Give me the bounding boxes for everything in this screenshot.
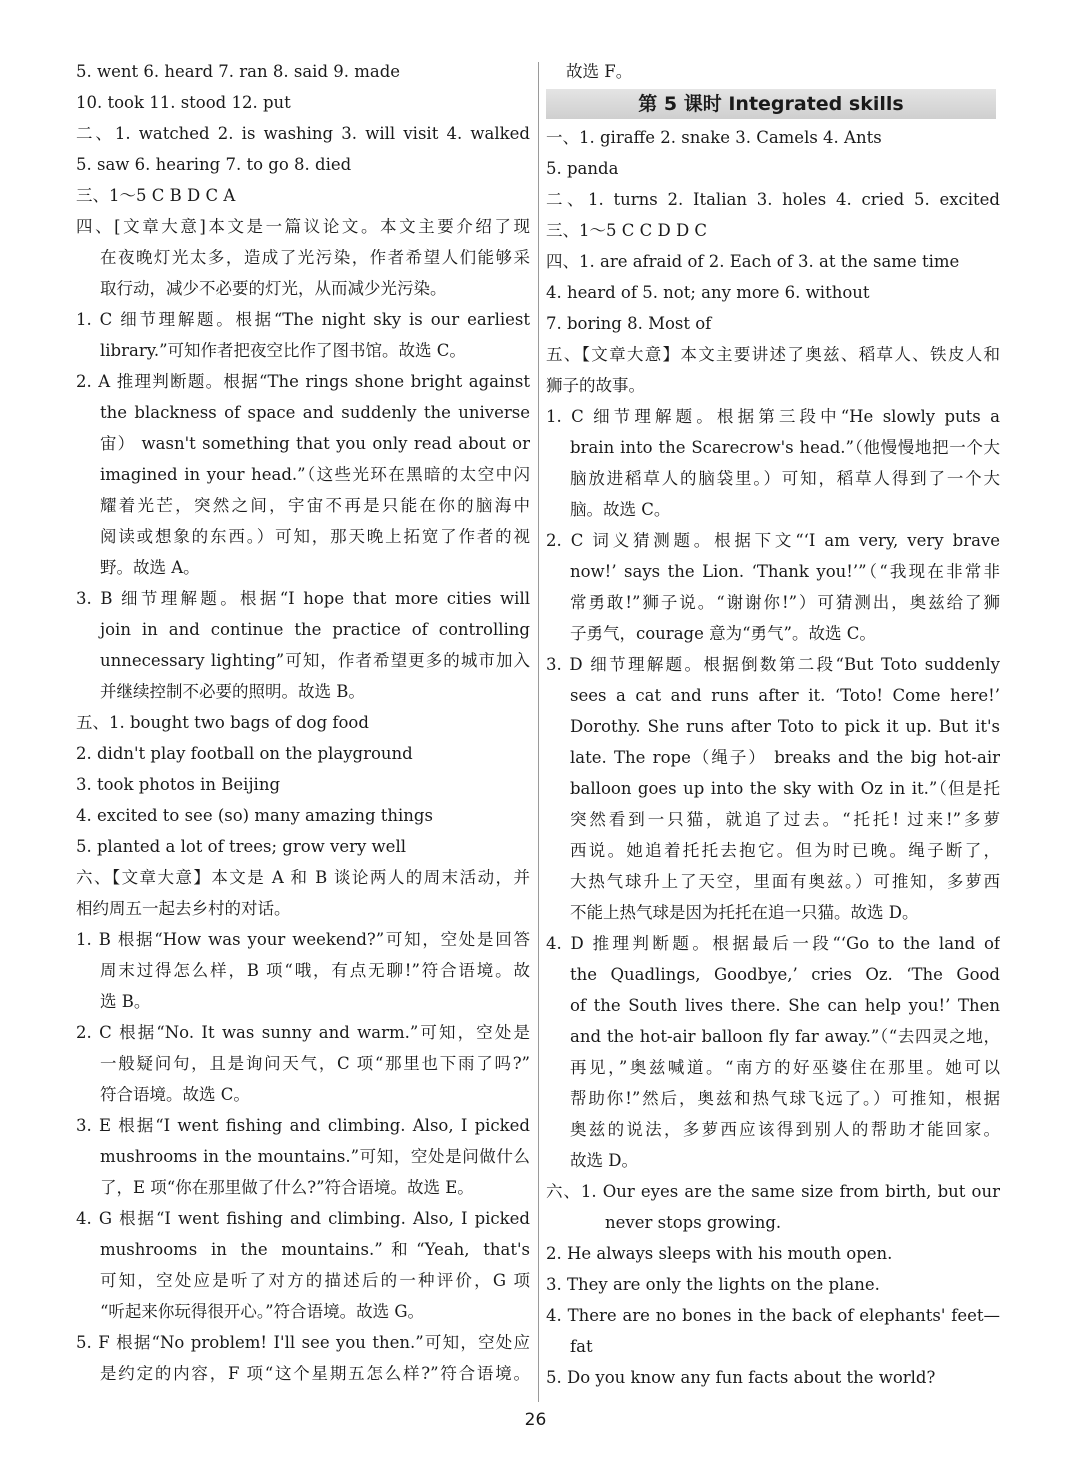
- text-line: 故选 D。: [570, 1151, 638, 1170]
- text-line: “听起来你玩得很开心。”符合语境。故选 G。: [100, 1302, 425, 1321]
- text-line: 帮助你!”然后，奥兹和热气球飞远了。）可推知，根据: [570, 1089, 1000, 1108]
- text-line: 周末过得怎么样，B 项“哦，有点无聊!”符合语境。故: [100, 961, 530, 980]
- column-divider: [538, 62, 539, 1402]
- text-line: 可知，空处应是听了对方的描述后的一种评价，G 项: [100, 1271, 530, 1290]
- text-line: 耀着光芒，突然之间，宇宙不再是只能在你的脑海中: [100, 496, 530, 515]
- text-line: 三、1～5 C C D D C: [546, 221, 708, 240]
- text-line: 4. There are no bones in the back of elephants' feet—: [546, 1306, 1000, 1325]
- text-line: 在夜晚灯光太多，造成了光污染，作者希望人们能够采: [100, 248, 530, 267]
- text-line: brain into the Scarecrow's head.”（他慢慢地把一个大: [570, 438, 1000, 457]
- text-line: 野。故选 A。: [100, 558, 200, 577]
- text-line: and the hot-air balloon fly far away.”（“去四灵之地，: [570, 1027, 1000, 1046]
- text-line: unnecessary lighting”可知，作者希望更多的城市加入: [100, 651, 530, 670]
- text-line: 大热气球升上了天空，里面有奥兹。）可推知，多萝西: [570, 872, 1000, 891]
- text-line: 3. E 根据“I went fishing and climbing. Also, I picked: [76, 1116, 530, 1135]
- text-line: 4. excited to see (so) many amazing things: [76, 806, 433, 825]
- text-line: of the South lives there. She can help you!’ Then: [570, 996, 1000, 1015]
- text-line: 5. panda: [546, 159, 619, 178]
- text-line: 10. took 11. stood 12. put: [76, 93, 291, 112]
- text-line: 4. heard of 5. not; any more 6. without: [546, 283, 870, 302]
- text-line: 五、【文章大意】本文主要讲述了奥兹、稻草人、铁皮人和: [546, 345, 1000, 364]
- text-line: 六、1. Our eyes are the same size from birth, but our: [546, 1182, 1000, 1201]
- text-line: 1. B 根据“How was your weekend?”可知，空处是回答: [76, 930, 530, 949]
- text-line: 脑放进稻草人的脑袋里。）可知，稻草人得到了一个大: [570, 469, 1000, 488]
- text-line: 5. planted a lot of trees; grow very well: [76, 837, 406, 856]
- text-line: 狮子的故事。: [546, 376, 645, 395]
- left-margin-scan-edge: [0, 0, 10, 1478]
- text-line: 2. C 词义猜测题。根据下文“‘I am very, very brave: [546, 531, 1000, 550]
- text-line: 5. saw 6. hearing 7. to go 8. died: [76, 155, 352, 174]
- text-line: 脑。故选 C。: [570, 500, 671, 519]
- text-line: balloon goes up into the sky with Oz in it.”（但是托: [570, 779, 1000, 798]
- right-column: [546, 56, 1000, 1393]
- text-line: 2. C 根据“No. It was sunny and warm.”可知，空处是: [76, 1023, 530, 1042]
- page-number: 26: [524, 1410, 547, 1430]
- text-line: 突然看到一只猫，就追了过去。“托托! 过来!”多萝: [570, 810, 1000, 829]
- text-line: late. The rope（绳子） breaks and the big hot-air: [570, 748, 1000, 767]
- text-line: 3. D 细节理解题。根据倒数第二段“But Toto suddenly: [546, 655, 1000, 674]
- text-line: 四、1. are afraid of 2. Each of 3. at the same time: [546, 252, 960, 271]
- text-line: 故选 F。: [566, 62, 633, 81]
- text-line: 是约定的内容，F 项“这个星期五怎么样?”符合语境。: [100, 1364, 530, 1383]
- text-line: fat: [570, 1337, 593, 1356]
- text-line: 相约周五一起去乡村的对话。: [76, 899, 291, 918]
- text-line: 2. didn't play football on the playground: [76, 744, 413, 763]
- text-line: 5. Do you know any fun facts about the world?: [546, 1368, 936, 1387]
- text-line: 子勇气，courage 意为“勇气”。故选 C。: [570, 624, 876, 643]
- text-line: 3. B 细节理解题。根据“I hope that more cities will: [76, 589, 530, 608]
- text-line: 宙） wasn't something that you only read about or: [100, 434, 530, 453]
- text-line: 四、[文章大意]本文是一篇议论文。本文主要介绍了现: [76, 217, 530, 236]
- text-line: join in and continue the practice of controlling: [100, 620, 530, 639]
- text-line: imagined in your head.”（这些光环在黑暗的太空中闪: [100, 465, 530, 484]
- text-line: 六、【文章大意】本文是 A 和 B 谈论两人的周末活动，并: [76, 868, 530, 887]
- text-line: 一、1. giraffe 2. snake 3. Camels 4. Ants: [546, 128, 882, 147]
- section-heading: 第 5 课时 Integrated skills: [546, 89, 996, 119]
- text-line: 了，E 项“你在那里做了什么?”符合语境。故选 E。: [100, 1178, 474, 1197]
- text-line: 符合语境。故选 C。: [100, 1085, 250, 1104]
- text-line: 并继续控制不必要的照明。故选 B。: [100, 682, 365, 701]
- text-line: 7. boring 8. Most of: [546, 314, 712, 333]
- text-line: 1. C 细节理解题。根据“The night sky is our earliest: [76, 310, 530, 329]
- text-line: 选 B。: [100, 992, 151, 1011]
- text-line: 2. A 推理判断题。根据“The rings shone bright against: [76, 372, 530, 391]
- text-line: 不能上热气球是因为托托在追一只猫。故选 D。: [570, 903, 919, 922]
- text-line: 二、1. turns 2. Italian 3. holes 4. cried 5. excited: [546, 190, 1000, 209]
- text-line: 4. D 推理判断题。根据最后一段“‘Go to the land of: [546, 934, 1000, 953]
- text-line: 5. F 根据“No problem! I'll see you then.”可知，空处应: [76, 1333, 530, 1352]
- text-line: 三、1～5 C B D C A: [76, 186, 236, 205]
- text-line: sees a cat and runs after it. ‘Toto! Come here!’: [570, 686, 1000, 705]
- text-line: the blackness of space and suddenly the universe: [100, 403, 530, 422]
- text-line: the Quadlings, Goodbye,’ cries Oz. ‘The Good: [570, 965, 1000, 984]
- text-line: 再见，”奥兹喊道。“南方的好巫婆住在那里。她可以: [570, 1058, 1000, 1077]
- text-line: 奥兹的说法，多萝西应该得到别人的帮助才能回家。: [570, 1120, 1000, 1139]
- text-line: 常勇敢!”狮子说。“谢谢你!”）可猜测出，奥兹给了狮: [570, 593, 1000, 612]
- text-line: mushrooms in the mountains.”和“Yeah, that's: [100, 1240, 530, 1259]
- text-line: 阅读或想象的东西。）可知，那天晚上拓宽了作者的视: [100, 527, 530, 546]
- text-line: mushrooms in the mountains.”可知，空处是问做什么: [100, 1147, 530, 1166]
- text-line: 1. C 细节理解题。根据第三段中“He slowly puts a: [546, 407, 1000, 426]
- text-line: 西说。她追着托托去抱它。但为时已晚。绳子断了，: [570, 841, 1000, 860]
- text-line: 2. He always sleeps with his mouth open.: [546, 1244, 893, 1263]
- text-line: now!’ says the Lion. ‘Thank you!’”（“我现在非常非: [570, 562, 1000, 581]
- text-line: library.”可知作者把夜空比作了图书馆。故选 C。: [100, 341, 466, 360]
- text-line: 3. took photos in Beijing: [76, 775, 281, 794]
- text-line: 取行动，减少不必要的灯光，从而减少光污染。: [100, 279, 447, 298]
- text-line: 一般疑问句，且是询问天气，C 项“那里也下雨了吗?”: [100, 1054, 530, 1073]
- text-line: 二、1. watched 2. is washing 3. will visit 4. walked: [76, 124, 530, 143]
- text-line: 4. G 根据“I went fishing and climbing. Also, I picked: [76, 1209, 530, 1228]
- text-line: Dorothy. She runs after Toto to pick it up. But it's: [570, 717, 1000, 736]
- text-line: 3. They are only the lights on the plane.: [546, 1275, 880, 1294]
- text-line: 五、1. bought two bags of dog food: [76, 713, 369, 732]
- left-column: [76, 56, 530, 1389]
- text-line: never stops growing.: [605, 1213, 782, 1232]
- text-line: 5. went 6. heard 7. ran 8. said 9. made: [76, 62, 401, 81]
